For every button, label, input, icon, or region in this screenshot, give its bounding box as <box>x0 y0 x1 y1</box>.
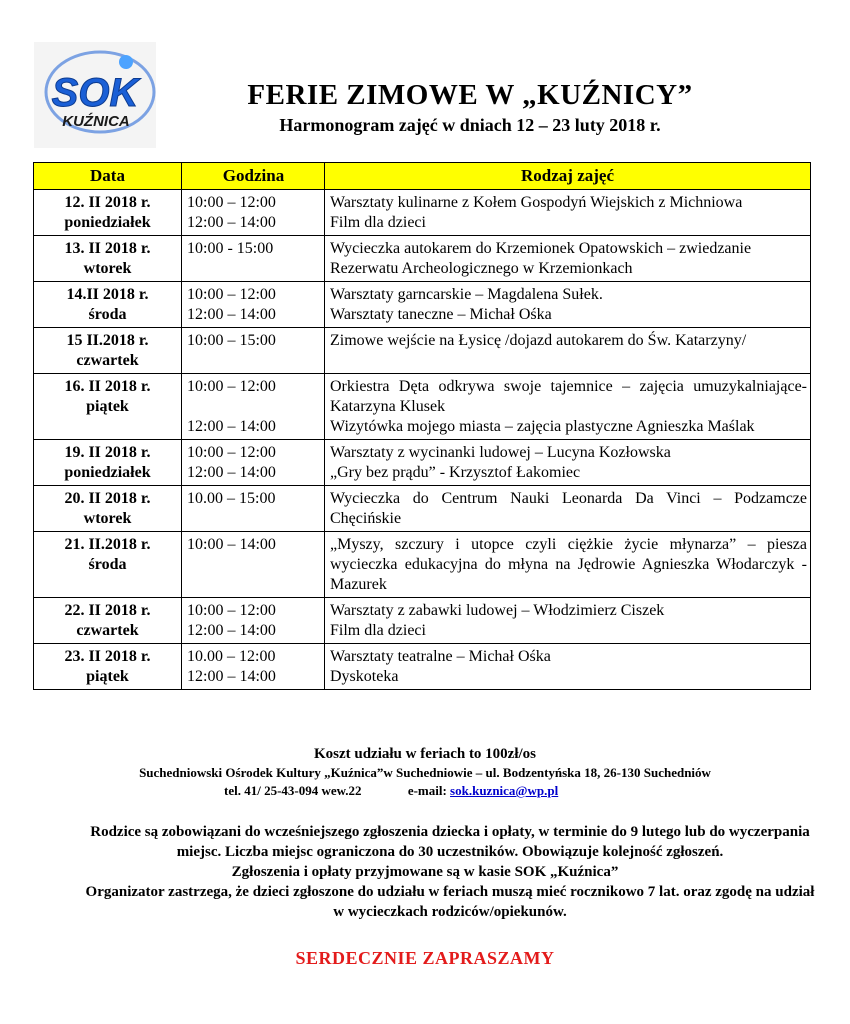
weekday: wtorek <box>83 510 132 527</box>
sok-kuznica-logo <box>34 42 156 148</box>
activity-cell <box>325 282 811 328</box>
time: 10.00 – 12:00 <box>187 648 276 665</box>
time-cell <box>182 328 325 374</box>
spacer <box>187 397 320 417</box>
table-row <box>34 374 811 440</box>
logo-top-text: SOK <box>51 71 139 115</box>
table-row <box>34 190 811 236</box>
time: 10.00 – 15:00 <box>187 490 276 507</box>
note-payment: Zgłoszenia i opłaty przyjmowane są w kasie SOK „Kuźnica” <box>231 864 619 880</box>
weekday: poniedziałek <box>64 464 151 481</box>
activity-cell <box>325 644 811 690</box>
activity: Wizytówka mojego miasta – zajęcia plastyczne Agnieszka Maślak <box>330 418 755 435</box>
table-row <box>34 236 811 282</box>
time: 12:00 – 14:00 <box>187 418 276 435</box>
date-cell <box>34 328 182 374</box>
time-cell <box>182 282 325 328</box>
time: 12:00 – 14:00 <box>187 214 276 231</box>
email-label: e-mail: <box>407 783 447 798</box>
time-cell <box>182 532 325 598</box>
header-date: Data <box>34 163 182 190</box>
activity: Warsztaty teatralne – Michał Ośka <box>330 648 551 665</box>
activity: Orkiestra Dęta odkrywa swoje tajemnice – zajęcia umuzykalniające- Katarzyna Klusek <box>330 378 807 415</box>
weekday: środa <box>88 556 127 573</box>
date-cell <box>34 486 182 532</box>
table-row <box>34 328 811 374</box>
time-cell <box>182 190 325 236</box>
email-link[interactable]: sok.kuznica@wp.pl <box>450 783 559 798</box>
date-cell <box>34 532 182 598</box>
activity: Warsztaty z zabawki ludowej – Włodzimierz Ciszek <box>330 602 665 619</box>
weekday: wtorek <box>83 260 132 277</box>
footer <box>30 744 820 969</box>
activity-cell <box>325 532 811 598</box>
activity: Film dla dzieci <box>330 214 426 231</box>
date: 14.II 2018 r. <box>66 286 149 303</box>
header-time: Godzina <box>182 163 325 190</box>
time: 10:00 – 14:00 <box>187 536 276 553</box>
activity: Film dla dzieci <box>330 622 426 639</box>
weekday: poniedziałek <box>64 214 151 231</box>
page-subtitle: Harmonogram zajęć w dniach 12 – 23 luty 2018 r. <box>279 115 661 135</box>
activity: Wycieczka do Centrum Nauki Leonarda Da Vinci – Podzamcze Chęcińskie <box>330 490 807 527</box>
time: 10:00 – 12:00 <box>187 286 276 303</box>
activity-cell <box>325 236 811 282</box>
date-cell <box>34 598 182 644</box>
notes <box>30 822 820 922</box>
activity: Warsztaty z wycinanki ludowej – Lucyna Kozłowska <box>330 444 671 461</box>
organization-address: Suchedniowski Ośrodek Kultury „Kuźnica”w Suchedniowie – ul. Bodzentyńska 18, 26-130 Suchedniów <box>139 765 711 780</box>
invitation: SERDECZNIE ZAPRASZAMY <box>295 948 555 968</box>
activity: Dyskoteka <box>330 668 399 685</box>
header-activity: Rodzaj zajęć <box>325 163 811 190</box>
activity: Warsztaty garncarskie – Magdalena Sułek. <box>330 286 603 303</box>
activity-cell <box>325 328 811 374</box>
cost-info: Koszt udziału w feriach to 100zł/os <box>313 746 537 762</box>
time-cell <box>182 598 325 644</box>
date: 12. II 2018 r. <box>64 194 151 211</box>
time: 12:00 – 14:00 <box>187 622 276 639</box>
table-row <box>34 486 811 532</box>
date: 22. II 2018 r. <box>64 602 151 619</box>
weekday: piątek <box>86 668 129 685</box>
date: 15 II.2018 r. <box>66 332 149 349</box>
table-row <box>34 598 811 644</box>
activity-cell <box>325 190 811 236</box>
date: 13. II 2018 r. <box>64 240 151 257</box>
table-row <box>34 532 811 598</box>
time: 10:00 – 12:00 <box>187 378 276 395</box>
date: 19. II 2018 r. <box>64 444 151 461</box>
date-cell <box>34 374 182 440</box>
date-cell <box>34 236 182 282</box>
time-cell <box>182 440 325 486</box>
activity: „Gry bez prądu” - Krzysztof Łakomiec <box>330 464 581 481</box>
date-cell <box>34 282 182 328</box>
activity: „Myszy, szczury i utopce czyli ciężkie życie młynarza” – piesza wycieczka edukacyjna do młyna na Jędrowie Agnieszka Włodarczyk - Mazurek <box>330 536 807 593</box>
table-row <box>34 440 811 486</box>
date-cell <box>34 644 182 690</box>
note-registration: Rodzice są zobowiązani do wcześniejszego zgłoszenia dziecka i opłaty, w terminie do 9 lutego lub do wyczerpania miejsc. Liczba miejsc ograniczona do 30 uczestników. Obowiązuje kolejność zgłoszeń. <box>90 824 810 860</box>
time-cell <box>182 236 325 282</box>
time: 12:00 – 14:00 <box>187 668 276 685</box>
header <box>190 78 750 136</box>
weekday: piątek <box>86 398 129 415</box>
date: 16. II 2018 r. <box>64 378 151 395</box>
activity-cell <box>325 440 811 486</box>
activity: Warsztaty kulinarne z Kołem Gospodyń Wiejskich z Michniowa <box>330 194 743 211</box>
date: 21. II.2018 r. <box>64 536 151 553</box>
phone-number: tel. 41/ 25-43-094 wew.22 <box>224 783 362 798</box>
time: 10:00 – 12:00 <box>187 444 276 461</box>
activity-cell <box>325 486 811 532</box>
time-cell <box>182 374 325 440</box>
weekday: czwartek <box>76 622 139 639</box>
time-cell <box>182 486 325 532</box>
activity: Zimowe wejście na Łysicę /dojazd autokarem do Św. Katarzyny/ <box>330 332 747 349</box>
time: 12:00 – 14:00 <box>187 464 276 481</box>
date: 23. II 2018 r. <box>64 648 151 665</box>
time: 10:00 – 15:00 <box>187 332 276 349</box>
logo-bottom-text: KUŹNICA <box>62 113 130 130</box>
weekday: środa <box>88 306 127 323</box>
schedule-table <box>33 162 811 690</box>
table-header-row <box>34 163 811 190</box>
weekday: czwartek <box>76 352 139 369</box>
activity-cell <box>325 598 811 644</box>
time: 10:00 – 12:00 <box>187 602 276 619</box>
date: 20. II 2018 r. <box>64 490 151 507</box>
time: 10:00 – 12:00 <box>187 194 276 211</box>
table-row <box>34 644 811 690</box>
page-title: FERIE ZIMOWE W „KUŹNICY” <box>247 79 693 111</box>
time: 12:00 – 14:00 <box>187 306 276 323</box>
activity: Warsztaty taneczne – Michał Ośka <box>330 306 552 323</box>
date-cell <box>34 190 182 236</box>
date-cell <box>34 440 182 486</box>
time: 10:00 - 15:00 <box>187 240 274 257</box>
activity-cell <box>325 374 811 440</box>
time-cell <box>182 644 325 690</box>
contact-line <box>30 782 820 800</box>
activity: Wycieczka autokarem do Krzemionek Opatowskich – zwiedzanie Rezerwatu Archeologicznego w Krzemionkach <box>330 240 752 277</box>
note-age-requirement: Organizator zastrzega, że dzieci zgłoszone do udziału w feriach muszą mieć rocznikowo 7 lat. oraz zgodę na udział w wycieczkach rodziców/opiekunów. <box>85 884 815 920</box>
logo-graphic <box>34 42 156 148</box>
table-row <box>34 282 811 328</box>
